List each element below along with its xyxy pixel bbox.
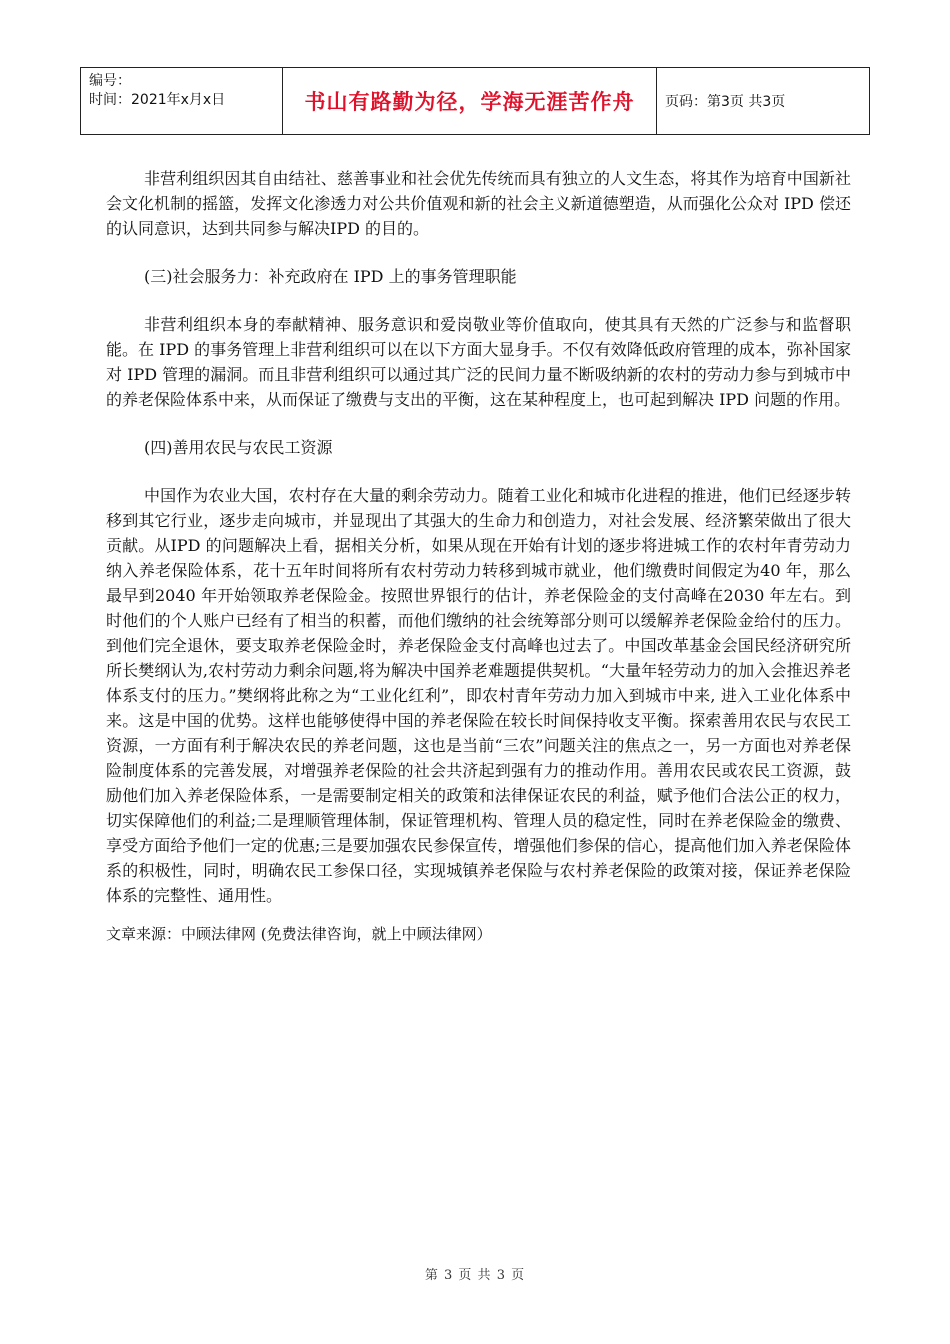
section-heading-3: (三)社会服务力：补充政府在 IPD 上的事务管理职能 bbox=[144, 267, 517, 286]
header-motto: 书山有路勤为径，学海无涯苦作舟 bbox=[283, 68, 657, 134]
header-page-info: 页码：第3页 共3页 bbox=[665, 94, 786, 110]
paragraph-3: 中国作为农业大国，农村存在大量的剩余劳动力。随着工业化和城市化进程的推进，他们已经逐步转移到其它行业，逐步走向城市，并显现出了其强大的生命力和创造力，对社会发展、经济繁荣做出了很大贡献。从IPD 的问题解决上看，据相关分析，如果从现在开始有计划的逐步将进城工作的农村年青劳动力纳入养老保险体系，花十五年时间将所有农村劳动力转移到城市就业，他们缴费时间假定为40 年，那么最早到2040 年开始领取养老保险金。按照世界银行的估计，养老保险金的支付高峰在2030 年左右。到时他们的个人账户已经有了相当的积蓄，而他们缴纳的社会统筹部分则可以缓解养老保险金给付的压力。到他们完全退休，要支取养老保险金时，养老保险金支付高峰也过去了。中国改革基金会国民经济研究所所长樊纲认为,农村劳动力剩余问题,将为解决中国养老难题提供契机。“大量年轻劳动力的加入会推迟养老体系支付的压力。”樊纲将此称之为“工业化红利”，即农村青年劳动力加入到城市中来, 进入工业化体系中来。这是中国的优势。这样也能够使得中国的养老保险在较长时间保持收支平衡。探索善用农民与农民工资源，一方面有利于解决农民的养老问题，这也是当前“三农”问题关注的焦点之一，另一方面也对养老保险制度体系的完善发展，对增强养老保险的社会共济起到强有力的推动作用。善用农民或农民工资源，鼓励他们加入养老保险体系，一是需要制定相关的政策和法律保证农民的利益，赋予他们合法公正的权力，切实保障他们的利益;二是理顺管理体制，保证管理机构、管理人员的稳定性，同时在养老保险金的缴费、享受方面给予他们一定的优惠;三是要加强农民参保宣传，增强他们参保的信心，提高他们加入养老保险体系的积极性，同时，明确农民工参保口径，实现城镇养老保险与农村养老保险的政策对接，保证养老保险体系的完整性、通用性。 bbox=[106, 486, 851, 905]
document-body bbox=[106, 166, 851, 946]
document-number-label: 编号： bbox=[89, 73, 131, 89]
paragraph-2: 非营利组织本身的奉献精神、服务意识和爱岗敬业等价值取向，使其具有天然的广泛参与和监督职能。在 IPD 的事务管理上非营利组织可以在以下方面大显身手。不仅有效降低政府管理的成本，弥补国家对 IPD 管理的漏洞。而且非营利组织可以通过其广泛的民间力量不断吸纳新的农村的劳动力参与到城市中的养老保险体系中来，从而保证了缴费与支出的平衡，这在某种程度上，也可起到解决 IPD 问题的作用。 bbox=[106, 315, 851, 409]
paragraph-1: 非营利组织因其自由结社、慈善事业和社会优先传统而具有独立的人文生态，将其作为培育中国新社会文化机制的摇篮，发挥文化渗透力对公共价值观和新的社会主义新道德塑造，从而强化公众对 IPD 偿还的认同意识，达到共同参与解决IPD 的目的。 bbox=[106, 169, 851, 238]
header-meta-cell bbox=[81, 68, 283, 134]
article-source: 文章来源：中顾法律网 (免费法律咨询，就上中顾法律网） bbox=[106, 925, 492, 943]
document-header bbox=[80, 67, 870, 135]
page-footer: 第 3 页 共 3 页 bbox=[424, 1268, 526, 1283]
section-heading-4: (四)善用农民与农民工资源 bbox=[144, 438, 333, 457]
document-time-label: 时间：2021年x月x日 bbox=[89, 92, 226, 108]
